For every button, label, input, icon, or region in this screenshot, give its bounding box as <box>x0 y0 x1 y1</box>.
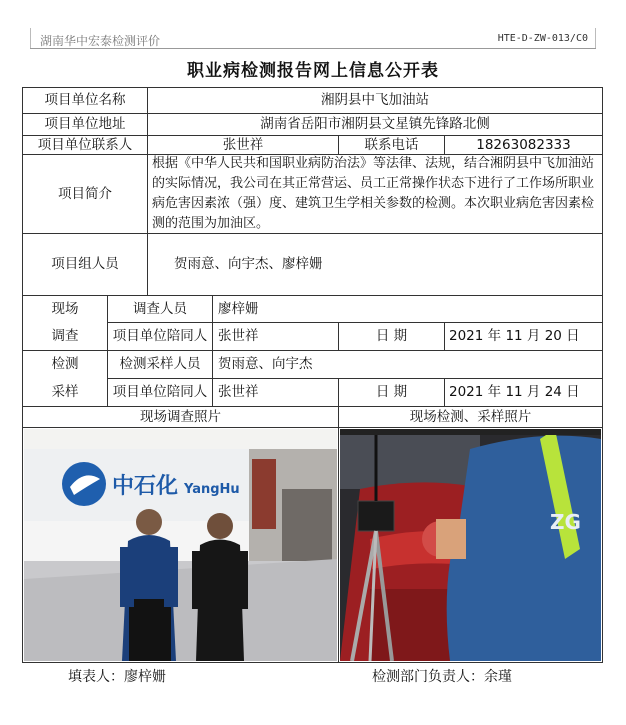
survey-companion-value: 张世祥 <box>212 322 339 351</box>
survey-photo-label: 现场调查照片 <box>22 406 339 428</box>
page-title: 职业病检测报告网上信息公开表 <box>187 61 439 81</box>
survey-photo <box>24 429 337 661</box>
sampling-photo <box>340 429 601 661</box>
team-label: 项目组人员 <box>22 233 148 296</box>
contact-label: 项目单位联系人 <box>22 135 148 155</box>
department-supervisor: 检测部门负责人：余瑾 <box>372 669 512 685</box>
sampling-sampler-value: 贺雨意、向宇杰 <box>212 350 603 379</box>
header-divider <box>30 48 596 49</box>
sampling-companion-value: 张世祥 <box>212 378 339 407</box>
header-tick-left <box>30 28 31 48</box>
sampling-label-top: 检测 <box>22 350 108 379</box>
unit-address-value: 湖南省岳阳市湘阴县文星镇先锋路北侧 <box>147 113 603 136</box>
unit-name-value: 湘阴县中飞加油站 <box>147 87 603 114</box>
phone-value: 18263082333 <box>444 135 603 155</box>
survey-date-value: 2021 年 11 月 20 日 <box>444 322 603 351</box>
sampling-date-label: 日 期 <box>338 378 445 407</box>
team-value: 贺雨意、向宇杰、廖梓姗 <box>147 233 603 296</box>
phone-label: 联系电话 <box>338 135 445 155</box>
jacket-text: ZG <box>550 510 581 534</box>
summary-label: 项目简介 <box>22 154 148 234</box>
sign-en: YangHu <box>184 482 240 497</box>
contact-value: 张世祥 <box>147 135 339 155</box>
header-doc-code: HTE-D-ZW-013/C0 <box>497 33 588 44</box>
sampling-photo-label: 现场检测、采样照片 <box>338 406 603 428</box>
filled-by: 填表人：廖梓姗 <box>68 669 166 685</box>
unit-name-label: 项目单位名称 <box>22 87 148 114</box>
survey-investigator-label: 调查人员 <box>107 295 213 323</box>
unit-address-label: 项目单位地址 <box>22 113 148 136</box>
sign-text: 中石化 <box>112 474 179 499</box>
sampling-companion-label: 项目单位陪同人 <box>107 378 213 407</box>
survey-label-bottom: 调查 <box>22 322 108 351</box>
sampling-sampler-label: 检测采样人员 <box>107 350 213 379</box>
summary-text: 根据《中华人民共和国职业病防治法》等法律、法规，结合湘阴县中飞加油站的实际情况，我公司在其正常营运、员工正常操作状态下进行了工作场所职业病危害因素浓（强）度、建筑卫生学相关参数的检测。本次职业病危害因素检测的范围为加油区。 <box>147 154 603 234</box>
survey-date-label: 日 期 <box>338 322 445 351</box>
sampling-date-value: 2021 年 11 月 24 日 <box>444 378 603 407</box>
sampling-label-bottom: 采样 <box>22 378 108 407</box>
survey-investigator-value: 廖梓姗 <box>212 295 603 323</box>
header-company: 湖南华中宏泰检测评价 <box>40 34 161 48</box>
survey-companion-label: 项目单位陪同人 <box>107 322 213 351</box>
survey-label-top: 现场 <box>22 295 108 323</box>
header-tick-right <box>595 28 596 48</box>
